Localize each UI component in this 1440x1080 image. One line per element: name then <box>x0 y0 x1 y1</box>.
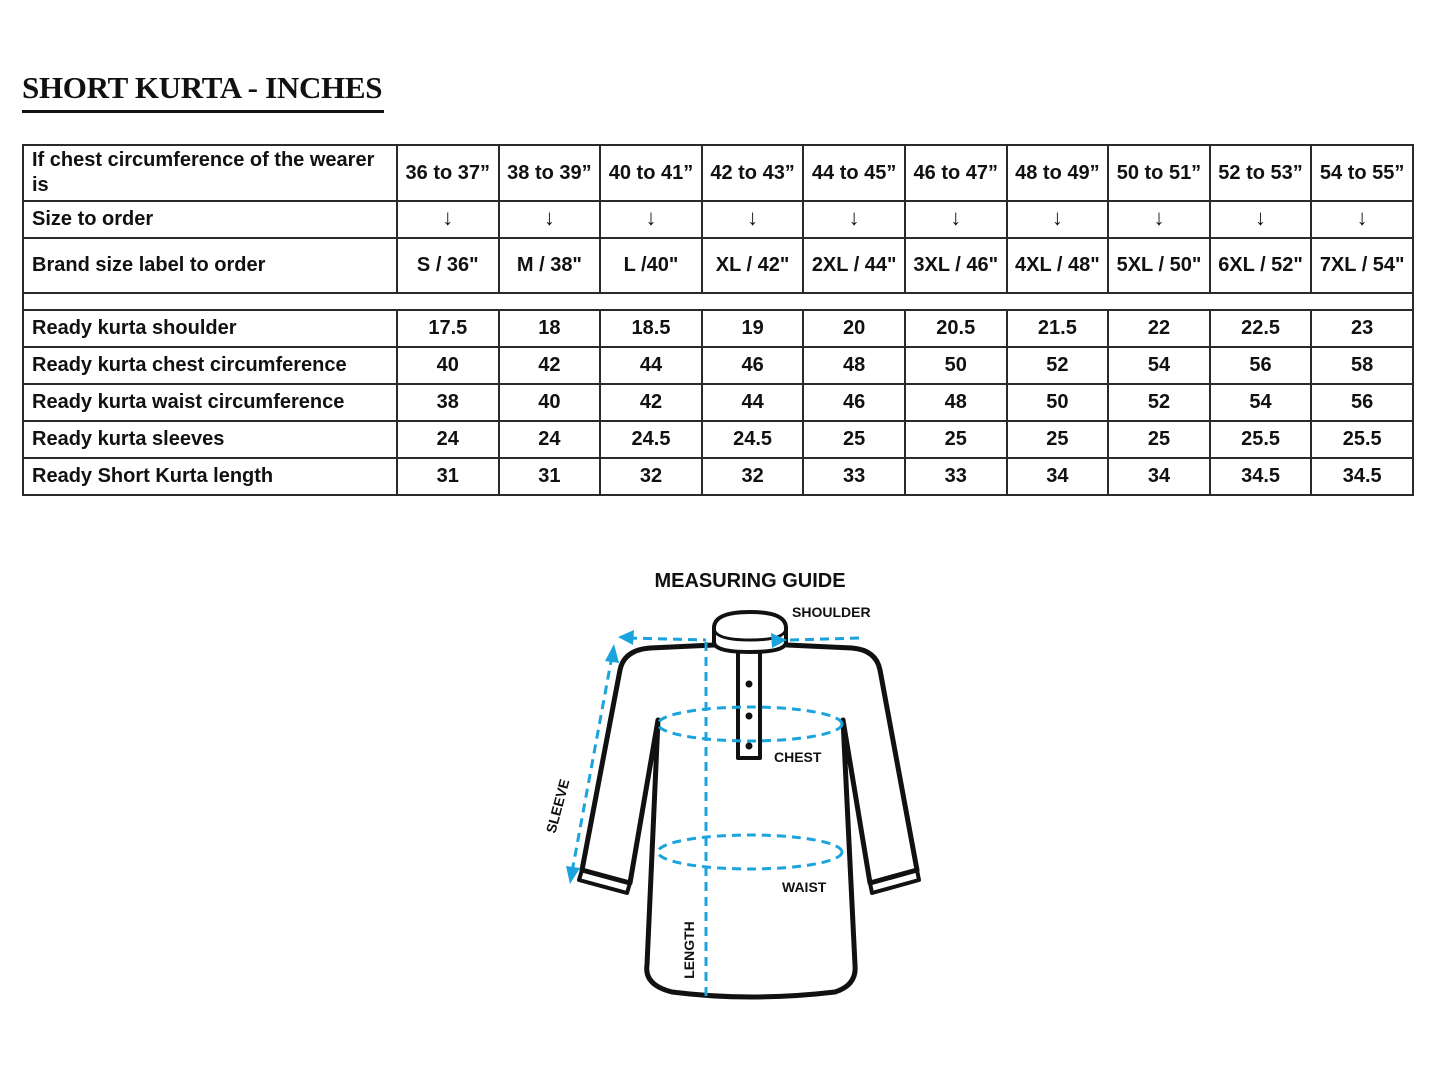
brand-size-cell: 4XL / 48" <box>1007 238 1109 293</box>
value-cell: 25.5 <box>1311 421 1413 458</box>
brand-size-cell: XL / 42" <box>702 238 804 293</box>
value-cell: 20.5 <box>905 310 1007 347</box>
value-cell: 56 <box>1210 347 1312 384</box>
shoulder-right-arrowhead <box>771 633 787 648</box>
value-cell: 25 <box>803 421 905 458</box>
chest-range-cell: 40 to 41” <box>600 145 702 201</box>
row-label: If chest circumference of the wearer is <box>23 145 397 201</box>
value-cell: 56 <box>1311 384 1413 421</box>
chest-label: CHEST <box>774 749 822 765</box>
chest-range-cell: 50 to 51” <box>1108 145 1210 201</box>
sleeve-top-arrowhead <box>605 644 619 663</box>
value-cell: 25 <box>1007 421 1109 458</box>
value-cell: 22.5 <box>1210 310 1312 347</box>
sleeve-label: SLEEVE <box>542 777 573 835</box>
value-cell: 40 <box>397 347 499 384</box>
value-cell: 31 <box>397 458 499 495</box>
chest-measure-ellipse <box>658 707 842 741</box>
chest-range-row <box>23 145 1413 201</box>
value-cell: 32 <box>702 458 804 495</box>
sleeve-measure-line <box>572 656 612 872</box>
value-cell: 19 <box>702 310 804 347</box>
value-cell: 42 <box>600 384 702 421</box>
value-cell: 50 <box>1007 384 1109 421</box>
chest-range-cell: 54 to 55” <box>1311 145 1413 201</box>
value-cell: 32 <box>600 458 702 495</box>
value-cell: 34 <box>1108 458 1210 495</box>
chest-range-cell: 44 to 45” <box>803 145 905 201</box>
row-label: Size to order <box>23 201 397 238</box>
brand-size-cell: 3XL / 46" <box>905 238 1007 293</box>
kurta-outline <box>579 612 919 997</box>
spacer-row <box>23 293 1413 310</box>
button-dot <box>746 713 753 720</box>
value-cell: 33 <box>905 458 1007 495</box>
title-underline <box>22 110 384 113</box>
value-cell: 24 <box>397 421 499 458</box>
value-cell: 50 <box>905 347 1007 384</box>
value-cell: 40 <box>499 384 601 421</box>
chest-range-cell: 38 to 39” <box>499 145 601 201</box>
row-label: Ready kurta shoulder <box>23 310 397 347</box>
page-title: SHORT KURTA - INCHES <box>22 70 383 105</box>
down-arrow-icon: ↓ <box>1356 205 1368 230</box>
row-label: Ready kurta sleeves <box>23 421 397 458</box>
brand-size-cell: 7XL / 54" <box>1311 238 1413 293</box>
value-cell: 52 <box>1007 347 1109 384</box>
value-cell: 44 <box>702 384 804 421</box>
chest-range-cell: 36 to 37” <box>397 145 499 201</box>
value-cell: 18.5 <box>600 310 702 347</box>
value-cell: 17.5 <box>397 310 499 347</box>
value-cell: 18 <box>499 310 601 347</box>
down-arrow-icon: ↓ <box>950 205 962 230</box>
collar-back <box>714 612 786 652</box>
length-row <box>23 458 1413 495</box>
row-label: Ready Short Kurta length <box>23 458 397 495</box>
down-arrow-icon: ↓ <box>442 205 454 230</box>
down-arrow-icon: ↓ <box>747 205 759 230</box>
value-cell: 25.5 <box>1210 421 1312 458</box>
value-cell: 25 <box>1108 421 1210 458</box>
row-label: Ready kurta chest circumference <box>23 347 397 384</box>
value-cell: 46 <box>702 347 804 384</box>
shoulder-left-arrowhead <box>618 630 634 645</box>
waist-measure-ellipse <box>658 835 842 869</box>
waist-row <box>23 384 1413 421</box>
value-cell: 31 <box>499 458 601 495</box>
down-arrow-icon: ↓ <box>848 205 860 230</box>
measure-lines <box>572 638 860 998</box>
value-cell: 34 <box>1007 458 1109 495</box>
brand-size-cell: 5XL / 50" <box>1108 238 1210 293</box>
value-cell: 48 <box>905 384 1007 421</box>
brand-size-cell: 6XL / 52" <box>1210 238 1312 293</box>
value-cell: 25 <box>905 421 1007 458</box>
waist-label: WAIST <box>782 879 827 895</box>
length-label: LENGTH <box>680 921 697 979</box>
row-label: Ready kurta waist circumference <box>23 384 397 421</box>
placket-buttons <box>746 681 753 750</box>
size-to-order-row <box>23 201 1413 238</box>
sleeve-bottom-arrowhead <box>566 866 580 884</box>
brand-size-cell: 2XL / 44" <box>803 238 905 293</box>
value-cell: 24 <box>499 421 601 458</box>
placket <box>738 652 760 758</box>
chest-range-cell: 52 to 53” <box>1210 145 1312 201</box>
value-cell: 20 <box>803 310 905 347</box>
brand-size-row <box>23 238 1413 293</box>
shoulder-label: SHOULDER <box>792 604 871 620</box>
shoulder-measure-line <box>628 638 706 640</box>
value-cell: 58 <box>1311 347 1413 384</box>
collar-band <box>714 628 786 640</box>
right-cuff <box>870 870 919 893</box>
down-arrow-icon: ↓ <box>1153 205 1165 230</box>
value-cell: 44 <box>600 347 702 384</box>
value-cell: 23 <box>1311 310 1413 347</box>
value-cell: 34.5 <box>1210 458 1312 495</box>
brand-size-cell: M / 38" <box>499 238 601 293</box>
kurta-body-outline <box>582 645 917 997</box>
measuring-guide-title: MEASURING GUIDE <box>654 570 846 592</box>
measure-arrowheads <box>566 630 787 884</box>
sleeves-row <box>23 421 1413 458</box>
down-arrow-icon: ↓ <box>1255 205 1267 230</box>
down-arrow-icon: ↓ <box>543 205 555 230</box>
value-cell: 46 <box>803 384 905 421</box>
value-cell: 54 <box>1108 347 1210 384</box>
chest-range-cell: 42 to 43” <box>702 145 804 201</box>
row-label: Brand size label to order <box>23 238 397 293</box>
left-cuff <box>579 870 630 893</box>
value-cell: 38 <box>397 384 499 421</box>
value-cell: 33 <box>803 458 905 495</box>
brand-size-cell: L /40" <box>600 238 702 293</box>
chest-range-cell: 46 to 47” <box>905 145 1007 201</box>
value-cell: 54 <box>1210 384 1312 421</box>
button-dot <box>746 743 753 750</box>
value-cell: 24.5 <box>702 421 804 458</box>
shoulder-measure-line-right <box>790 638 860 640</box>
value-cell: 21.5 <box>1007 310 1109 347</box>
value-cell: 52 <box>1108 384 1210 421</box>
value-cell: 42 <box>499 347 601 384</box>
down-arrow-icon: ↓ <box>645 205 657 230</box>
value-cell: 48 <box>803 347 905 384</box>
shoulder-row <box>23 310 1413 347</box>
chest-range-cell: 48 to 49” <box>1007 145 1109 201</box>
value-cell: 34.5 <box>1311 458 1413 495</box>
button-dot <box>746 681 753 688</box>
brand-size-cell: S / 36" <box>397 238 499 293</box>
value-cell: 22 <box>1108 310 1210 347</box>
chest-row <box>23 347 1413 384</box>
down-arrow-icon: ↓ <box>1051 205 1063 230</box>
value-cell: 24.5 <box>600 421 702 458</box>
size-chart-table <box>22 144 1414 496</box>
